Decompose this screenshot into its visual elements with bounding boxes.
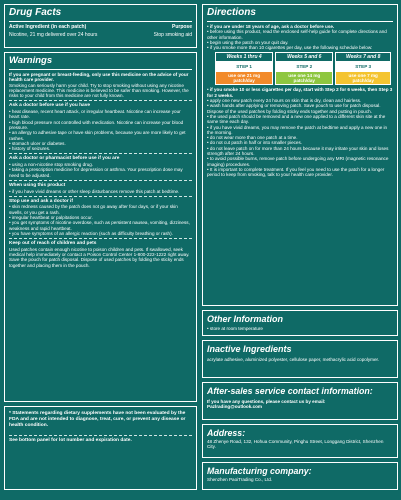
directions-item: • if you are under 18 years of age, ask a doctor before use.	[207, 24, 335, 29]
after-sales-line: If you have any questions, please contact us by email:	[207, 399, 326, 404]
directions-item: • apply one new patch every 24 hours on skin that is dry, clean and hairless.	[207, 98, 362, 104]
manufacturer-label: Manufacturing company:	[207, 466, 312, 476]
address-label: Address:	[207, 428, 246, 438]
active-value-row	[9, 32, 192, 38]
directions-item: • It is important to complete treatment. If you feel you need to use the patch for a longer period to keep from smoking, talk to your health care provider.	[207, 166, 385, 178]
other-information-item: • store at room temperature	[207, 326, 263, 331]
when-using-title: When using this product	[9, 182, 66, 188]
directions-item: • if you smoke 10 or less cigarettes per day, start with Step 2 for 6 weeks, then Step 3 for 2 weeks.	[207, 87, 393, 98]
manufacturer-box	[202, 462, 398, 490]
schedule-header: Weeks 1 thru 4	[215, 52, 273, 62]
address-box	[202, 424, 398, 458]
warnings-box	[4, 52, 197, 402]
support-email: Pazlrading@outlook.com	[207, 404, 263, 410]
drug-facts-title: Drug Facts	[9, 7, 62, 18]
schedule-step: STEP 1	[215, 62, 273, 71]
ask-doctor-item: • high blood pressure not controlled with medication. Nicotine can increase your blood pressure.	[9, 119, 184, 130]
when-using-item: • if you have vivid dreams or other sleep disturbances remove this patch at bedtime.	[9, 188, 180, 194]
directions-item: • wash hands after applying or removing patch. Save pouch to use for patch disposal. Dispose of the used patches by folding sticky ends together and putting in pouch.	[207, 103, 381, 114]
after-sales-title: After-sales service contact information:	[207, 386, 373, 396]
schedule-step: STEP 3	[335, 62, 391, 71]
manufacturer-name: Shenzhen PaoiTrading Co., Ltd.	[207, 477, 273, 482]
right-column	[202, 4, 398, 490]
directions-title: Directions	[207, 7, 256, 18]
other-information-box	[202, 310, 398, 336]
address-text: 48 Zhenye Road, 132, Hohua Community, Pinghu Street, Longgang District, Shenzhen City.	[207, 439, 384, 450]
drug-facts-box	[4, 4, 197, 48]
schedule-header: Weeks 5 and 6	[275, 52, 333, 62]
ask-doctor-item: • stomach ulcer or diabetes.	[9, 140, 66, 146]
directions-item: • before using this product, read the enclosed self-help guide for complete directions and other information.	[207, 29, 387, 40]
directions-item: • begin using the patch on your quit day.	[207, 39, 289, 45]
directions-item: • do not leave patch on for more than 24 hours because it may irritate your skin and loses strength after 24 hours.	[207, 145, 389, 157]
active-ingredient-label: Active Ingredient (in each patch)	[9, 24, 87, 30]
purpose-label: Purpose	[171, 24, 192, 30]
stop-use-item: • you have symptoms of an allergic reaction (such as difficulty breathing or rash).	[9, 230, 173, 236]
schedule-dose: use one 14 mg patch/day	[275, 71, 333, 85]
schedule-step: STEP 2	[275, 62, 333, 71]
pregnancy-warning-body: Smoking can seriously harm your child. Try to stop smoking without using any nicotine replacement medicine. This medicine is believed to be safer than smoking. However, the risks to your child from this medicine are not fully known.	[9, 82, 189, 99]
directions-item: • if you have vivid dreams, you may remove the patch at bedtime and apply a new one in the morning.	[207, 124, 388, 135]
left-column	[4, 4, 197, 494]
ask-doctor-item: • heat disease, recent heart attack, or irregular heartbeat. Nicotine can increase your heart rate.	[9, 109, 181, 120]
stop-use-item: • skin redness caused by the patch does not go away after four days, or if your skin swells, or you get a rash.	[9, 204, 178, 215]
ask-doctor-title: Ask a doctor before use if you have	[9, 103, 91, 109]
active-ingredient-value: Nicotine, 21 mg delivered over 24 hours	[9, 32, 98, 38]
schedule-header: Weeks 7 and 8	[335, 52, 391, 62]
ask-pharmacist-item: • taking a prescription medicine for depression or asthma. Your prescription dose may need to be adjusted.	[9, 167, 183, 178]
stop-use-title: Stop use and ask a doctor if	[9, 198, 73, 204]
ask-pharmacist-item: • using a non-nicotine stop smoking drug.	[9, 162, 94, 168]
inactive-ingredients-title: Inactive Ingredients	[207, 344, 292, 354]
schedule-dose: use one 7 mg patch/day	[335, 71, 391, 85]
keep-out-text: Used patches contain enough nicotine to poison children and pets. If swallowed, seek medical help immediately or contact a Poison Control Center 1-800-222-1222 right away. Save the pouch for patch disposal. Dispose of used patches by folding the sticky ends together and placing them in the pouch.	[9, 246, 190, 268]
directions-item: • if you smoke more than 10 cigarettes per day, use the following schedule below:	[207, 45, 373, 51]
fda-note-box	[4, 406, 197, 490]
after-sales-box	[202, 382, 398, 420]
dosage-schedule-table	[213, 52, 393, 85]
directions-item: • the used patch should be removed and a new one applied to a different skin site at the same time each day.	[207, 113, 386, 125]
fda-statement: * Statements regarding dietary supplements have not been evaluated by the FDA and are not intended to diagnose, treat, cure, or prevent any disease or health condition.	[9, 411, 186, 428]
stop-use-item: • irregular heartbeat or palpitations occur.	[9, 215, 93, 221]
directions-box	[202, 4, 398, 306]
ask-doctor-item: • history of seizures.	[9, 146, 51, 152]
pregnancy-warning: If you are pregnant or breast-feeding, only use this medicine on the advice of your health care provider.	[9, 72, 189, 83]
directions-item: • to avoid possible burns, remove patch before undergoing any MRI (magnetic resonance imaging) procedures.	[207, 156, 389, 167]
other-information-title: Other Information	[207, 314, 283, 324]
directions-item: • do not cut patch in half or into smaller pieces.	[207, 140, 303, 146]
ask-pharmacist-title: Ask a doctor or pharmacist before use if you are	[9, 156, 120, 162]
lot-expiration-note: See bottom panel for lot number and expiration date.	[9, 438, 132, 443]
inactive-ingredients-text: acrylate adhesive, aluminized polyester, cellulose paper, methacrylic acid copolymer.	[207, 357, 380, 362]
stop-use-item: • you get symptoms of nicotine overdose, such as persistent nausea, vomiting, dizziness, weakness and rapid heartbeat.	[9, 220, 190, 231]
inactive-ingredients-box	[202, 340, 398, 378]
directions-item: • do not wear more than one patch at a time.	[207, 135, 298, 141]
warnings-title: Warnings	[9, 55, 53, 66]
schedule-dose: use one 21 mg patch/day	[215, 71, 273, 85]
keep-out-title: Keep out of reach of children and pets	[9, 241, 97, 247]
active-header-row	[9, 24, 192, 30]
ask-doctor-item: • an allergy to adhesive tape or have skin problems, because you are more likely to get rashes.	[9, 130, 186, 141]
purpose-value: Stop smoking aid	[153, 32, 192, 38]
